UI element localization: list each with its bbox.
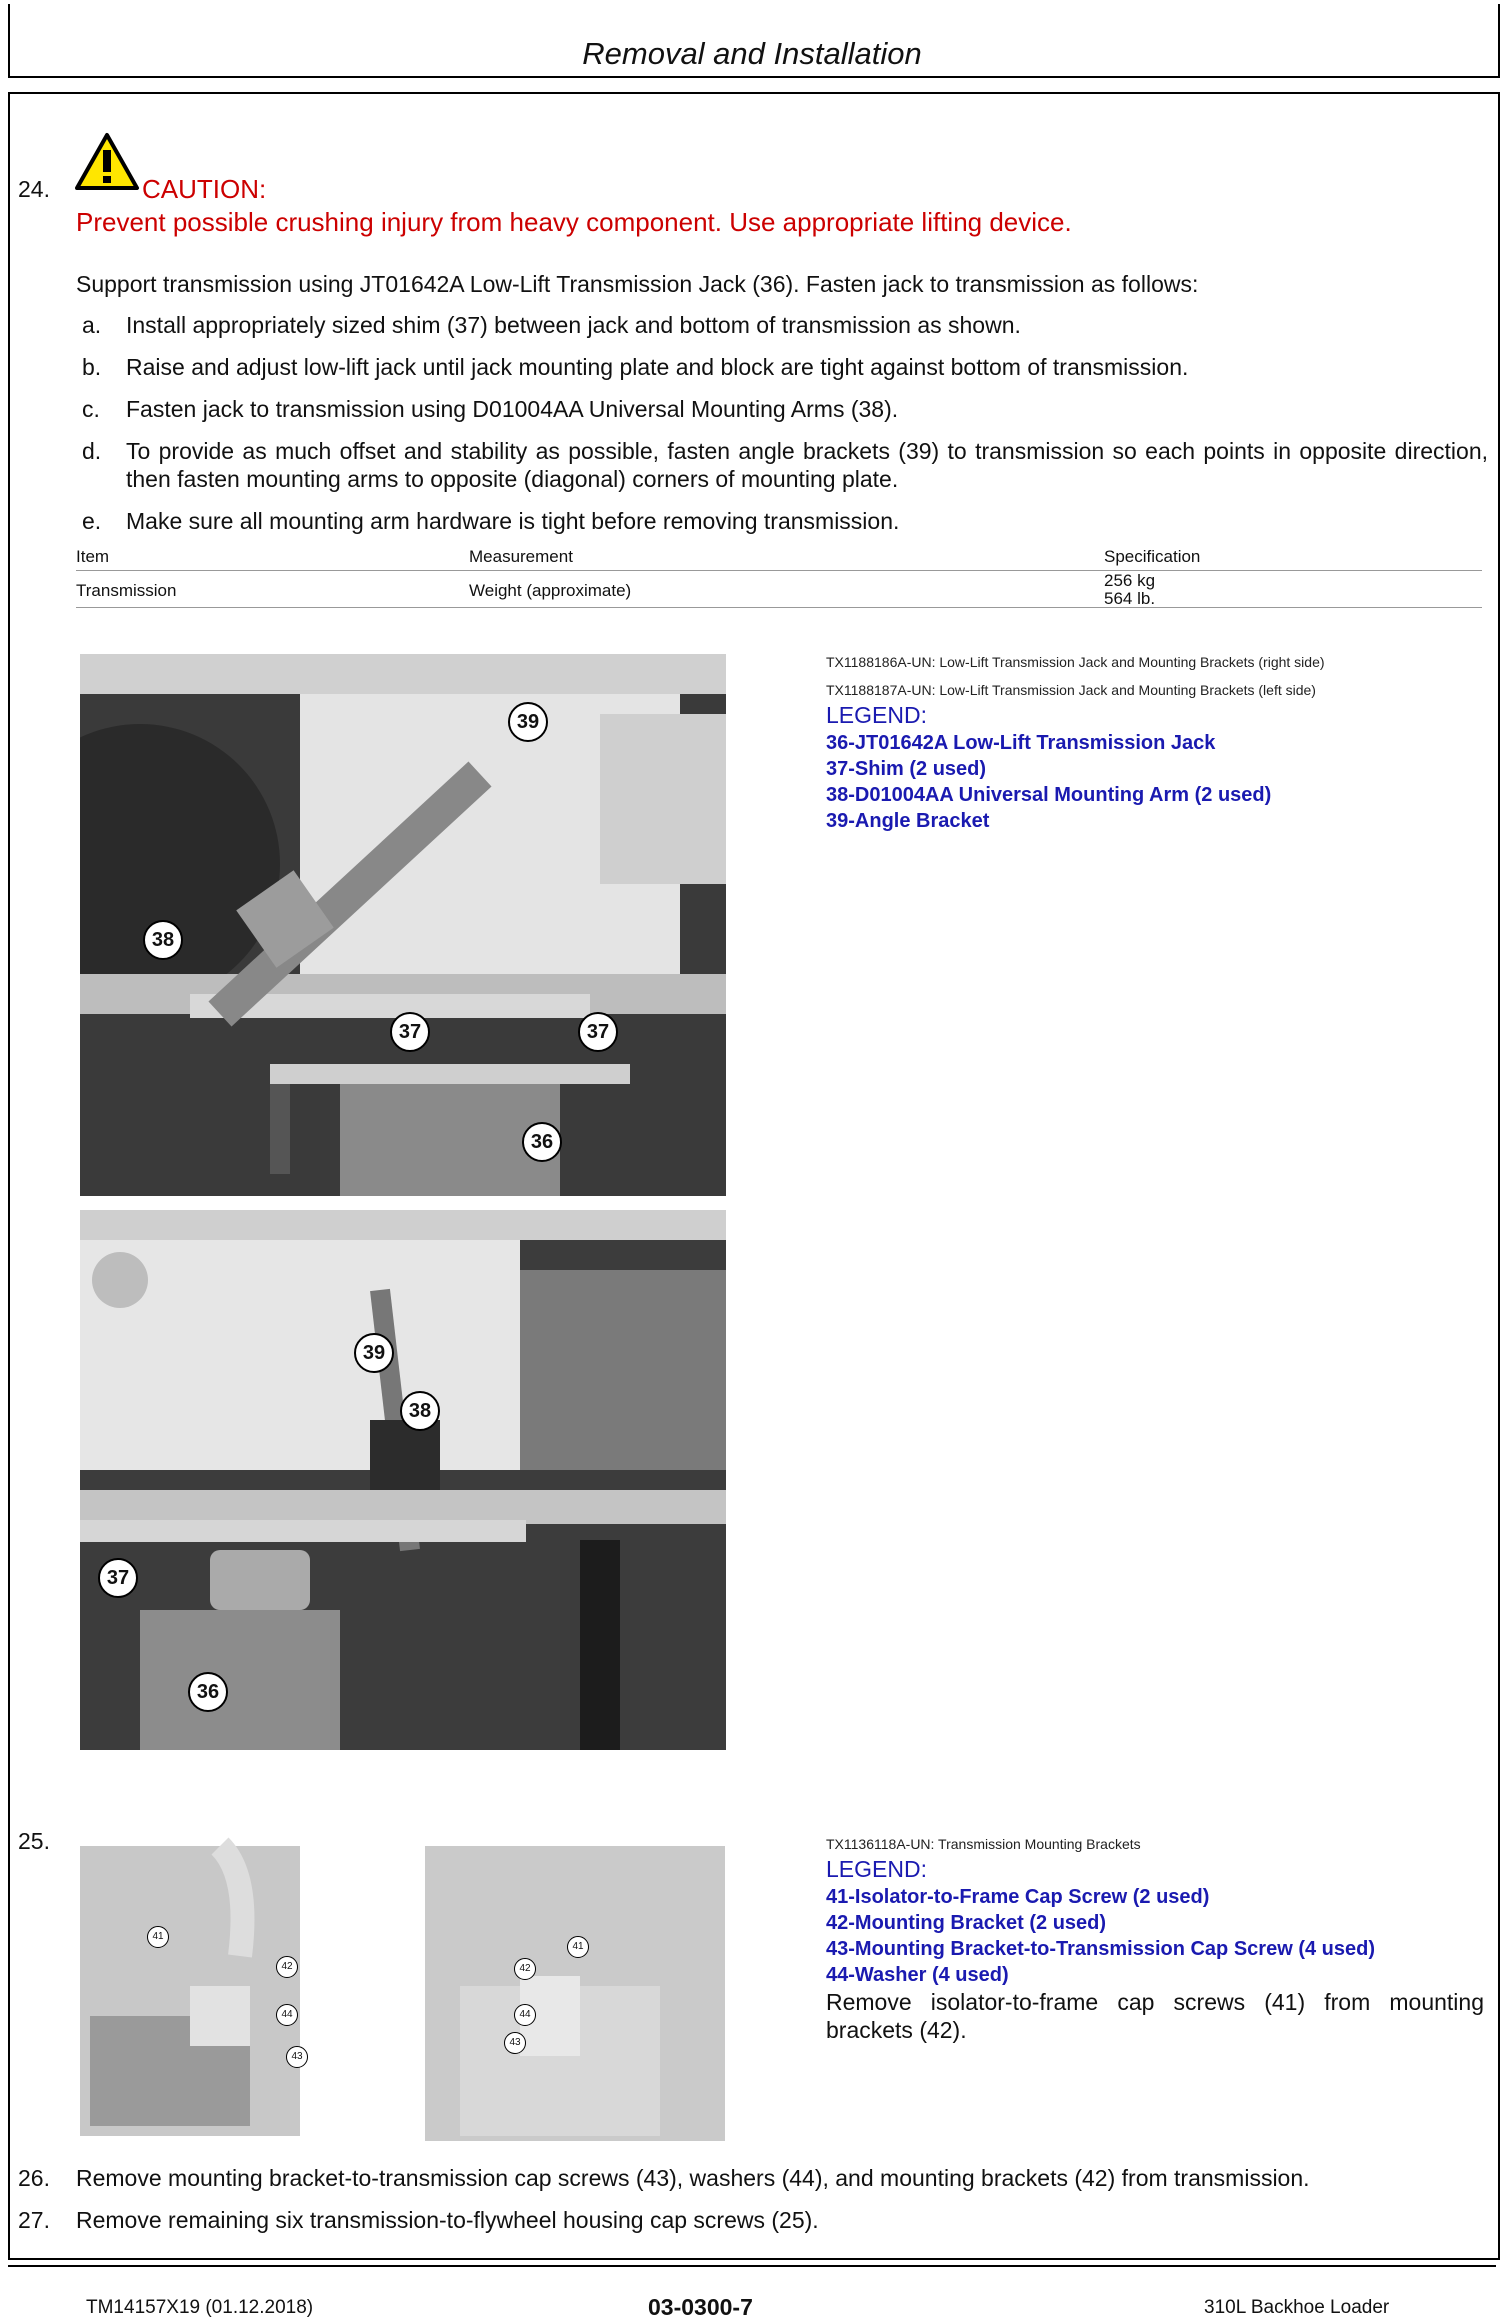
callout-36: 36	[188, 1672, 228, 1712]
table-cell: Weight (approximate)	[469, 581, 632, 600]
figure-caption: TX1188186A-UN: Low-Lift Transmission Jack and Mounting Brackets (right side)	[826, 654, 1325, 670]
callout-41: 41	[567, 1936, 589, 1958]
callout-39: 39	[508, 702, 548, 742]
callout-42: 42	[514, 1958, 536, 1980]
callout-44: 44	[276, 2004, 298, 2026]
figure-caption: TX1136118A-UN: Transmission Mounting Brackets	[826, 1836, 1141, 1852]
substep-text: Fasten jack to transmission using D01004AA Universal Mounting Arms (38).	[126, 396, 899, 422]
callout-43: 43	[286, 2046, 308, 2068]
legend-item: 39-Angle Bracket	[826, 810, 990, 832]
legend-item: 41-Isolator-to-Frame Cap Screw (2 used)	[826, 1886, 1210, 1908]
warning-icon	[74, 132, 140, 192]
legend-title: LEGEND:	[826, 1856, 927, 1882]
substep-text: Raise and adjust low-lift jack until jack mounting plate and block are tight against bottom of transmission.	[126, 354, 1189, 380]
legend-item: 42-Mounting Bracket (2 used)	[826, 1912, 1107, 1934]
substep-text: To provide as much offset and stability as possible, fasten angle brackets (39) to transmission so each points in opposite direction, then fasten mounting arms to opposite (diagonal) corners of mounting plate.	[126, 438, 1488, 492]
page-title: Removal and Installation	[582, 36, 922, 71]
table-header: Item	[76, 547, 110, 566]
substep-text: Install appropriately sized shim (37) between jack and bottom of transmission as shown.	[126, 312, 1021, 338]
mounting-brackets-photo	[80, 1836, 726, 2146]
table-header-row	[76, 545, 1482, 571]
table-cell: Transmission	[76, 581, 177, 600]
legend-item: 38-D01004AA Universal Mounting Arm (2 used)	[826, 784, 1272, 806]
legend-item: 43-Mounting Bracket-to-Transmission Cap Screw (4 used)	[826, 1938, 1375, 1960]
callout-38: 38	[143, 920, 183, 960]
legend-title: LEGEND:	[826, 702, 927, 728]
substep-letter: c.	[82, 396, 100, 422]
footer-model-name: 310L Backhoe Loader	[1204, 2297, 1390, 2318]
callout-43: 43	[504, 2032, 526, 2054]
callout-37: 37	[578, 1012, 618, 1052]
step-text: Remove mounting bracket-to-transmission cap screws (43), washers (44), and mounting brackets (42) from transmission.	[76, 2165, 1310, 2191]
figure-caption: TX1188187A-UN: Low-Lift Transmission Jack and Mounting Brackets (left side)	[826, 682, 1316, 698]
table-header: Specification	[1104, 547, 1201, 566]
footer-manual-id: TM14157X19 (01.12.2018)	[86, 2297, 314, 2318]
spec-table	[76, 545, 1482, 608]
table-cell: 256 kg	[1104, 571, 1156, 590]
substep-letter: e.	[82, 508, 102, 534]
step-intro: Support transmission using JT01642A Low-Lift Transmission Jack (36). Fasten jack to transmission as follows:	[76, 271, 1199, 297]
legend-item: 44-Washer (4 used)	[826, 1964, 1009, 1986]
step-number: 25.	[18, 1828, 50, 1854]
callout-41: 41	[147, 1926, 169, 1948]
caution-text: Prevent possible crushing injury from heavy component. Use appropriate lifting device.	[76, 207, 1072, 237]
step-text: Remove remaining six transmission-to-flywheel housing cap screws (25).	[76, 2207, 819, 2233]
step-number: 26.	[18, 2165, 50, 2191]
callout-37: 37	[98, 1558, 138, 1598]
callout-39: 39	[354, 1333, 394, 1373]
table-row	[76, 571, 1482, 608]
step-number: 24.	[18, 176, 50, 202]
substep-letter: b.	[82, 354, 102, 380]
legend-item: 36-JT01642A Low-Lift Transmission Jack	[826, 732, 1216, 754]
table-cell: 564 lb.	[1104, 589, 1156, 608]
step-instruction: Remove isolator-to-frame cap screws (41) from mounting brackets (42).	[826, 1989, 1484, 2043]
table-header: Measurement	[469, 547, 573, 566]
callout-38: 38	[400, 1391, 440, 1431]
callout-44: 44	[514, 2004, 536, 2026]
page-footer	[8, 2265, 1496, 2322]
callout-36: 36	[522, 1122, 562, 1162]
footer-page-number: 03-0300-7	[648, 2294, 753, 2320]
callout-37: 37	[390, 1012, 430, 1052]
substep-letter: a.	[82, 312, 102, 338]
step-number: 27.	[18, 2207, 50, 2233]
legend-item: 37-Shim (2 used)	[826, 758, 987, 780]
jack-photo-left-side	[80, 1210, 726, 1750]
caution-label: CAUTION:	[142, 174, 267, 204]
callout-42: 42	[276, 1956, 298, 1978]
substep-text: Make sure all mounting arm hardware is tight before removing transmission.	[126, 508, 900, 534]
substep-letter: d.	[82, 438, 102, 464]
